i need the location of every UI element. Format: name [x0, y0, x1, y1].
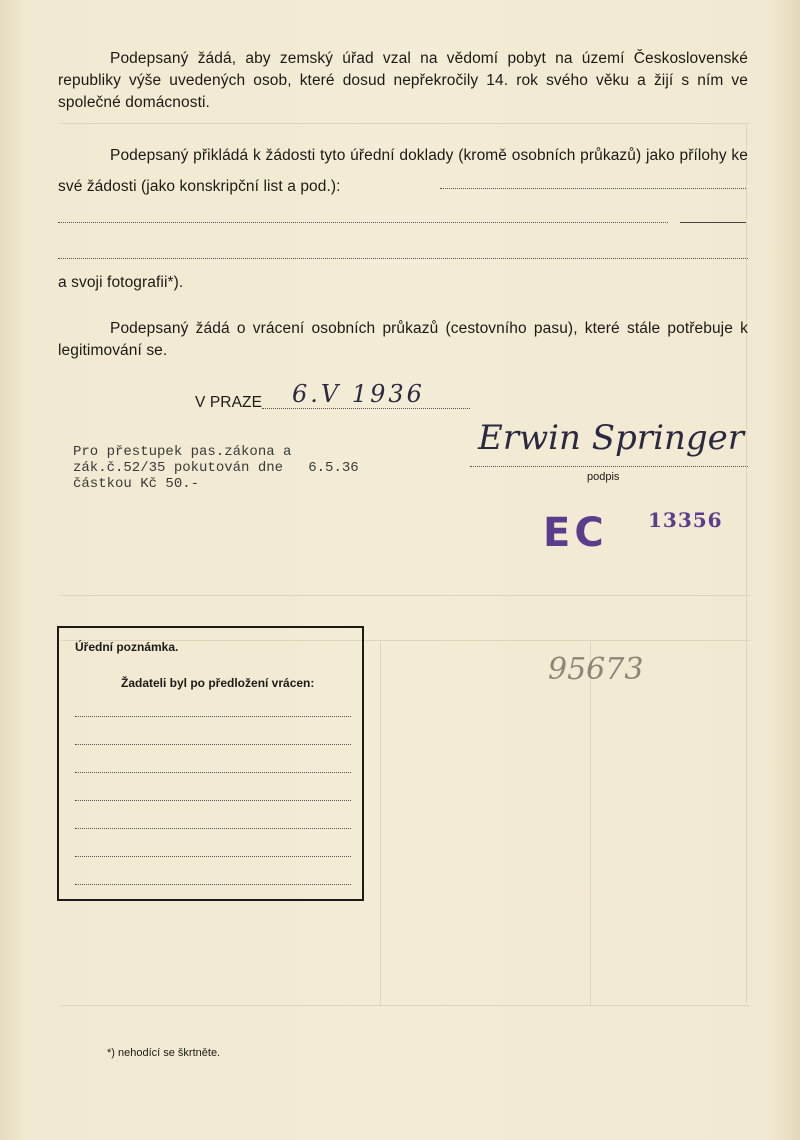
paragraph-photo: a svoji fotografii*).	[58, 274, 184, 291]
pencil-reference-number: 95673	[548, 652, 644, 687]
attachment-fill-line	[680, 222, 746, 223]
signature-label: podpis	[587, 471, 620, 483]
stamp-letters: EC	[543, 510, 608, 556]
bleed-through-line	[60, 1005, 750, 1006]
attachment-fill-line	[58, 258, 748, 259]
official-note-title: Úřední poznámka.	[75, 640, 179, 654]
note-fill-line	[75, 828, 351, 829]
note-fill-line	[75, 800, 351, 801]
handwritten-date: 6.V 1936	[292, 380, 425, 408]
paragraph-residence-notice: Podepsaný žádá, aby zemský úřad vzal na vědomí pobyt na území Československé republiky výše uvedených osob, které dosud nepřekročily 14. rok svého věku a žijí s ním ve společné domácnosti.	[58, 50, 748, 111]
official-note-subtitle: Žadateli byl po předložení vrácen:	[121, 676, 315, 690]
note-fill-line	[75, 716, 351, 717]
bleed-through-line	[60, 595, 750, 596]
note-fill-line	[75, 856, 351, 857]
footnote: *) nehodící se škrtněte.	[107, 1047, 221, 1059]
stamp-number: 13356	[648, 508, 723, 532]
typed-fine-line-1: Pro přestupek pas.zákona a	[73, 444, 292, 460]
bleed-through-line	[746, 123, 747, 1003]
signature-line	[470, 466, 748, 467]
note-fill-line	[75, 744, 351, 745]
typed-fine-line-2: zák.č.52/35 pokutován dne 6.5.36	[73, 460, 359, 476]
date-line	[262, 408, 470, 409]
paragraph-attachments: Podepsaný přikládá k žádosti tyto úřední doklady (kromě osobních průkazů) jako přílohy ke své žádosti (jako konskripční list a pod.):	[58, 147, 748, 195]
bleed-through-line	[380, 640, 381, 1005]
handwritten-signature: Erwin Springer	[478, 418, 744, 458]
typed-fine-line-3: částkou Kč 50.-	[73, 476, 200, 492]
note-fill-line	[75, 884, 351, 885]
attachment-fill-line	[440, 188, 746, 189]
paragraph-return-documents: Podepsaný žádá o vrácení osobních průkazů (cestovního pasu), které stále potřebuje k legitimování se.	[58, 320, 748, 359]
attachment-fill-line	[58, 222, 668, 223]
note-fill-line	[75, 772, 351, 773]
bleed-through-line	[60, 123, 750, 124]
bleed-through-line	[590, 640, 591, 1005]
official-note-box	[57, 626, 364, 901]
place-label: V PRAZE	[195, 394, 263, 411]
